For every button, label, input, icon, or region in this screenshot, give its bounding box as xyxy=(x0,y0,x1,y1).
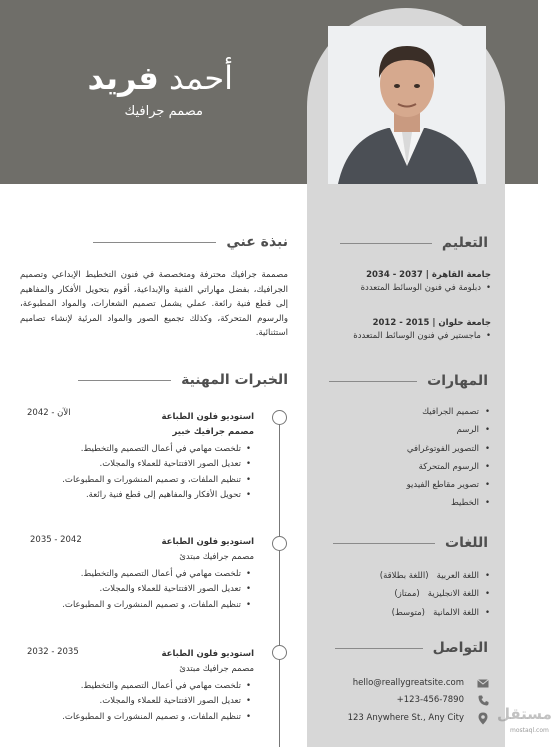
about-heading xyxy=(93,234,288,250)
education-degree: • دبلومة في فنون الوسائط المتعددة xyxy=(323,282,491,295)
job-duty: • تحويل الأفكار والمفاهيم إلى قطع فنية رائعة. xyxy=(14,488,254,503)
languages-list xyxy=(340,567,490,622)
profile-photo-illustration xyxy=(328,26,486,184)
job-role: مصمم جرافيك مبتدئ xyxy=(179,552,254,562)
contact-address: 123 Anywhere St., Any City xyxy=(347,713,464,723)
job-dates: 2035 - 2042 xyxy=(30,535,82,545)
skill-item: • تصميم الجرافيك xyxy=(340,403,490,421)
contact-phone: +123-456-7890 xyxy=(396,695,464,705)
about-divider xyxy=(93,242,216,243)
education-title: التعليم xyxy=(441,235,488,251)
education-item xyxy=(323,269,491,295)
contact-address-row xyxy=(340,711,490,725)
job-duty: • تلخصت مهامي في أعمال التصميم والتخطيط. xyxy=(14,679,254,694)
job-duty: • تعديل الصور الافتتاحية للعملاء والمجلات. xyxy=(14,582,254,597)
job-entry xyxy=(14,411,254,504)
job-duties xyxy=(14,679,254,725)
skills-divider xyxy=(329,381,417,382)
skill-item: • الرسوم المتحركة xyxy=(340,458,490,476)
first-name: أحمد xyxy=(169,59,233,97)
job-duty: • تنظيم الملفات، و تصميم المنشورات و المطبوعات. xyxy=(14,598,254,613)
languages-title: اللغات xyxy=(445,535,488,551)
job-duty: • تنظيم الملفات، و تصميم المنشورات و المطبوعات. xyxy=(14,710,254,725)
job-company: استوديو فلون الطباعة xyxy=(161,412,254,422)
education-degree: • ماجستير في فنون الوسائط المتعددة xyxy=(323,330,491,343)
education-university-name: جامعة القاهرة xyxy=(431,270,491,280)
job-company: استوديو فلون الطباعة xyxy=(161,649,254,659)
experience-divider xyxy=(78,380,171,381)
education-divider xyxy=(340,243,432,244)
education-years: 2034 - 2037 xyxy=(366,270,423,280)
education-university: جامعة حلوان | 2012 - 2015 xyxy=(372,318,491,328)
job-title: مصمم جرافيك xyxy=(124,104,203,119)
job-duty: • تلخصت مهامي في أعمال التصميم والتخطيط. xyxy=(14,567,254,582)
envelope-icon xyxy=(476,676,490,690)
job-duty: • تعديل الصور الافتتاحية للعملاء والمجلات. xyxy=(14,457,254,472)
watermark-latin: mostaql.com xyxy=(510,727,549,734)
profile-photo xyxy=(328,26,486,184)
skill-item: • التصوير الفوتوغرافي xyxy=(340,440,490,458)
location-pin-icon xyxy=(476,711,490,725)
education-university-name: جامعة حلوان xyxy=(438,318,491,328)
experience-title: الخبرات المهنية xyxy=(181,372,288,388)
job-duty: • تنظيم الملفات، و تصميم المنشورات و المطبوعات. xyxy=(14,473,254,488)
language-item: • اللغة العربية (اللغة بطلاقة) xyxy=(340,567,490,585)
skill-item: • الرسم xyxy=(340,421,490,439)
education-years: 2012 - 2015 xyxy=(372,318,430,328)
education-item xyxy=(323,317,491,343)
contact-title: التواصل xyxy=(432,640,488,656)
job-entry xyxy=(14,536,254,613)
languages-divider xyxy=(333,543,435,544)
contact-email-row xyxy=(340,676,490,690)
timeline-line xyxy=(279,415,280,747)
job-duties xyxy=(14,567,254,613)
skill-item: • تصوير مقاطع الفيديو xyxy=(340,476,490,494)
job-duty: • تلخصت مهامي في أعمال التصميم والتخطيط. xyxy=(14,442,254,457)
job-company: استوديو فلون الطباعة xyxy=(161,537,254,547)
job-dates: 2032 - 2035 xyxy=(27,647,79,657)
contact-email[interactable]: hello@reallygreatsite.com xyxy=(352,678,464,688)
skill-item: • الخطيط xyxy=(340,494,490,512)
name-block xyxy=(88,58,234,119)
education-university: جامعة القاهرة | 2034 - 2037 xyxy=(366,270,491,280)
phone-icon xyxy=(476,693,490,707)
about-title: نبذة عني xyxy=(226,234,288,250)
contact-phone-row xyxy=(340,693,490,707)
skills-heading xyxy=(329,373,488,389)
education-heading xyxy=(340,235,488,251)
full-name xyxy=(88,58,234,98)
contact-heading xyxy=(335,640,488,656)
job-entry xyxy=(14,648,254,725)
job-duties xyxy=(14,442,254,504)
language-item: • اللغة الالمانية (متوسط) xyxy=(340,604,490,622)
experience-heading xyxy=(78,372,288,388)
job-role: مصمم جرافيك مبتدئ xyxy=(179,664,254,674)
skills-title: المهارات xyxy=(427,373,488,389)
language-item: • اللغة الانجليزية (ممتاز) xyxy=(340,585,490,603)
job-dates: 2042 - الآن xyxy=(27,408,71,418)
job-duty: • تعديل الصور الافتتاحية للعملاء والمجلات. xyxy=(14,694,254,709)
last-name: فريد xyxy=(87,59,159,97)
about-text: مصممة جرافيك محترفة ومتخصصة في فنون التخطيط الإبداعي وتصميم الجرافيك، بفضل مهاراتي الفنية والإبداعية، أقوم بتحويل الأفكار والمفاهيم إلى قطع فنية رائعة. عملي يشمل تصميم الشعارات، والمواد المطبوعة، والرسوم المتحركة، وكذلك تجميع الصور والمواد المرئية لإنشاء تصاميم استثنائية. xyxy=(20,270,288,339)
watermark-arabic: مستقل xyxy=(497,705,552,723)
contact-divider xyxy=(335,648,423,649)
languages-heading xyxy=(333,535,488,551)
skills-list xyxy=(340,403,490,513)
job-role: مصمم جرافيك خبير xyxy=(172,427,254,437)
timeline-dot xyxy=(272,645,287,660)
timeline-dot xyxy=(272,410,287,425)
timeline-dot xyxy=(272,536,287,551)
